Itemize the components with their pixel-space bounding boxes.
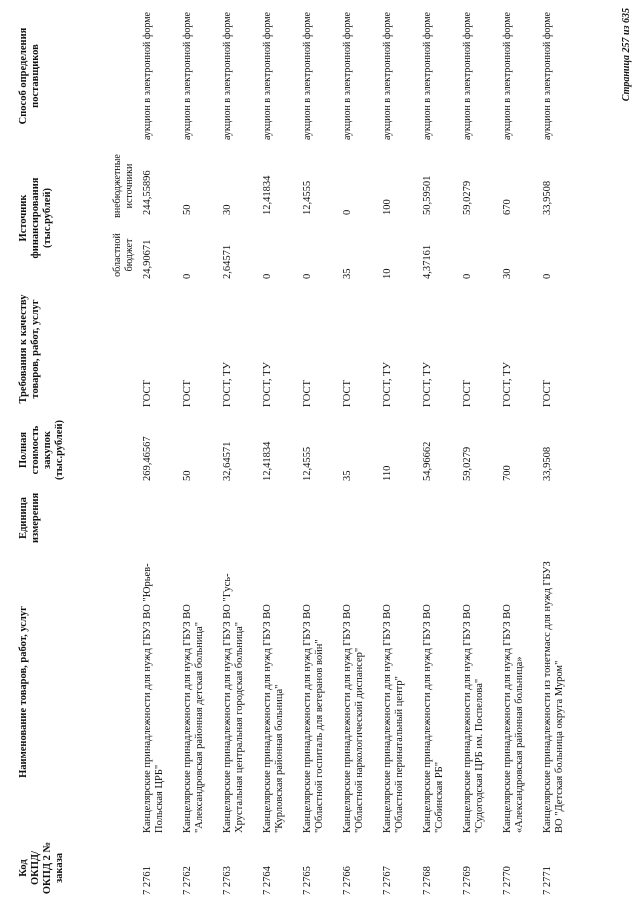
regional-budget-cell: 0 [182,273,193,279]
total-cost-cell: 12,4555 [302,446,313,481]
header-source-regional: областной бюджет [112,233,135,277]
unit-cell [180,489,220,547]
header-method: Способ определения поставщиков [18,27,41,125]
regional-budget-cell: 30 [502,268,513,279]
table-row [260,3,300,899]
regional-budget-cell: 0 [462,273,473,279]
total-cost-cell: 35 [342,470,353,481]
code-cell: 7 2768 [422,866,433,895]
method-cell: аукцион в электронной форме [542,12,553,140]
method-cell: аукцион в электронной форме [222,12,233,140]
table-row [460,3,500,899]
unit-cell [140,489,180,547]
unit-cell [500,489,540,547]
total-cost-cell: 54,96662 [422,441,433,481]
code-cell: 7 2763 [222,866,233,895]
regional-budget-cell: 24,90671 [142,239,153,279]
offbudget-cell: 0 [342,209,353,215]
name-cell: Канцелярские принадлежности для нужд ГБУЗ ВО "Юрьев-Польская ЦРБ" [142,563,165,833]
regional-budget-cell: 0 [262,273,273,279]
unit-cell [220,489,260,547]
table-row [540,3,580,899]
requirements-cell: ГОСТ [462,380,473,407]
name-cell: Канцелярские принадлежности для нужд ГБУЗ ВО «Александровская районная больница» [502,604,525,833]
offbudget-cell: 59,0279 [462,180,473,215]
requirements-cell: ГОСТ, ТУ [422,362,433,407]
offbudget-cell: 670 [502,199,513,215]
offbudget-cell: 12,4555 [302,180,313,215]
name-cell: Канцелярские принадлежности из тонетмасс для нужд ГБУЗ ВО "Детская больница округа Муром" [542,561,565,833]
unit-cell [260,489,300,547]
total-cost-cell: 32,64571 [222,441,233,481]
method-cell: аукцион в электронной форме [502,12,513,140]
table-row [380,3,420,899]
page-number: Страница 257 из 635 [621,8,632,102]
unit-cell [300,489,340,547]
offbudget-cell: 33,9508 [542,180,553,215]
table-row [420,3,460,899]
name-cell: Канцелярские принадлежности для нужд ГБУЗ ВО "Судогодская ЦРБ им. Поспелова" [462,604,485,833]
regional-budget-cell: 0 [302,273,313,279]
code-cell: 7 2771 [542,866,553,895]
requirements-cell: ГОСТ [302,380,313,407]
offbudget-cell: 12,41834 [262,175,273,215]
offbudget-cell: 50 [182,204,193,215]
table-row [340,3,380,899]
requirements-cell: ГОСТ [542,380,553,407]
regional-budget-cell: 0 [542,273,553,279]
name-cell: Канцелярские принадлежности для нужд ГБУЗ ВО "Областной наркологический диспансер" [342,604,365,833]
requirements-cell: ГОСТ, ТУ [382,362,393,407]
name-cell: Канцелярские принадлежности для нужд ГБУЗ ВО "Александровская районная детская больница" [182,604,205,833]
total-cost-cell: 33,9508 [542,446,553,481]
header-total: Полная стоимость закупок (тыс.рублей) [18,419,65,481]
regional-budget-cell: 2,64571 [222,244,233,279]
table-row [140,3,180,899]
table-row [180,3,220,899]
unit-cell [420,489,460,547]
method-cell: аукцион в электронной форме [182,12,193,140]
code-cell: 7 2766 [342,866,353,895]
name-cell: Канцелярские принадлежности для нужд ГБУЗ ВО "Областной госпиталь для ветеранов войн" [302,604,325,833]
table-row [220,3,260,899]
offbudget-cell: 100 [382,199,393,215]
header-source: Источник финансирования (тыс.рублей) [18,177,53,259]
requirements-cell: ГОСТ [342,380,353,407]
regional-budget-cell: 35 [342,268,353,279]
code-cell: 7 2762 [182,866,193,895]
name-cell: Канцелярские принадлежности для нужд ГБУЗ ВО "Областной перинатальный центр" [382,604,405,833]
code-cell: 7 2770 [502,866,513,895]
header-unit: Единица измерения [18,492,41,543]
unit-cell [340,489,380,547]
name-cell: Канцелярские принадлежности для нужд ГБУЗ ВО "Собинская РБ" [422,604,445,833]
total-cost-cell: 700 [502,465,513,481]
total-cost-cell: 12,41834 [262,441,273,481]
name-cell: Канцелярские принадлежности для нужд ГБУЗ ВО "Гусь-Хрустальная центральная городская больница" [222,573,245,833]
header-name: Наименование товаров, работ, услуг [18,606,29,778]
table-row [500,3,540,899]
header-source-offbudget: внебюджетные источники [112,154,135,218]
total-cost-cell: 59,0279 [462,446,473,481]
offbudget-cell: 30 [222,204,233,215]
requirements-cell: ГОСТ [182,380,193,407]
unit-cell [380,489,420,547]
total-cost-cell: 269,46567 [142,436,153,481]
header-requirements: Требования к качеству товаров, работ, услуг [18,294,41,404]
table-row [300,3,340,899]
header-code: Код ОКПД/ ОКПД 2 № заказа [18,841,65,895]
offbudget-cell: 244,55896 [142,170,153,215]
method-cell: аукцион в электронной форме [302,12,313,140]
requirements-cell: ГОСТ, ТУ [222,362,233,407]
requirements-cell: ГОСТ [142,380,153,407]
regional-budget-cell: 4,37161 [422,244,433,279]
table-body [140,3,580,899]
regional-budget-cell: 10 [382,268,393,279]
code-cell: 7 2764 [262,866,273,895]
code-cell: 7 2769 [462,866,473,895]
method-cell: аукцион в электронной форме [382,12,393,140]
requirements-cell: ГОСТ, ТУ [502,362,513,407]
method-cell: аукцион в электронной форме [422,12,433,140]
unit-cell [460,489,500,547]
method-cell: аукцион в электронной форме [462,12,473,140]
method-cell: аукцион в электронной форме [262,12,273,140]
offbudget-cell: 50,59501 [422,175,433,215]
name-cell: Канцелярские принадлежности для нужд ГБУЗ ВО "Курловская районная больница" [262,604,285,833]
method-cell: аукцион в электронной форме [342,12,353,140]
total-cost-cell: 110 [382,465,393,481]
requirements-cell: ГОСТ, ТУ [262,362,273,407]
unit-cell [540,489,580,547]
method-cell: аукцион в электронной форме [142,12,153,140]
total-cost-cell: 50 [182,470,193,481]
procurement-table [14,3,580,899]
code-cell: 7 2765 [302,866,313,895]
code-cell: 7 2761 [142,866,153,895]
code-cell: 7 2767 [382,866,393,895]
